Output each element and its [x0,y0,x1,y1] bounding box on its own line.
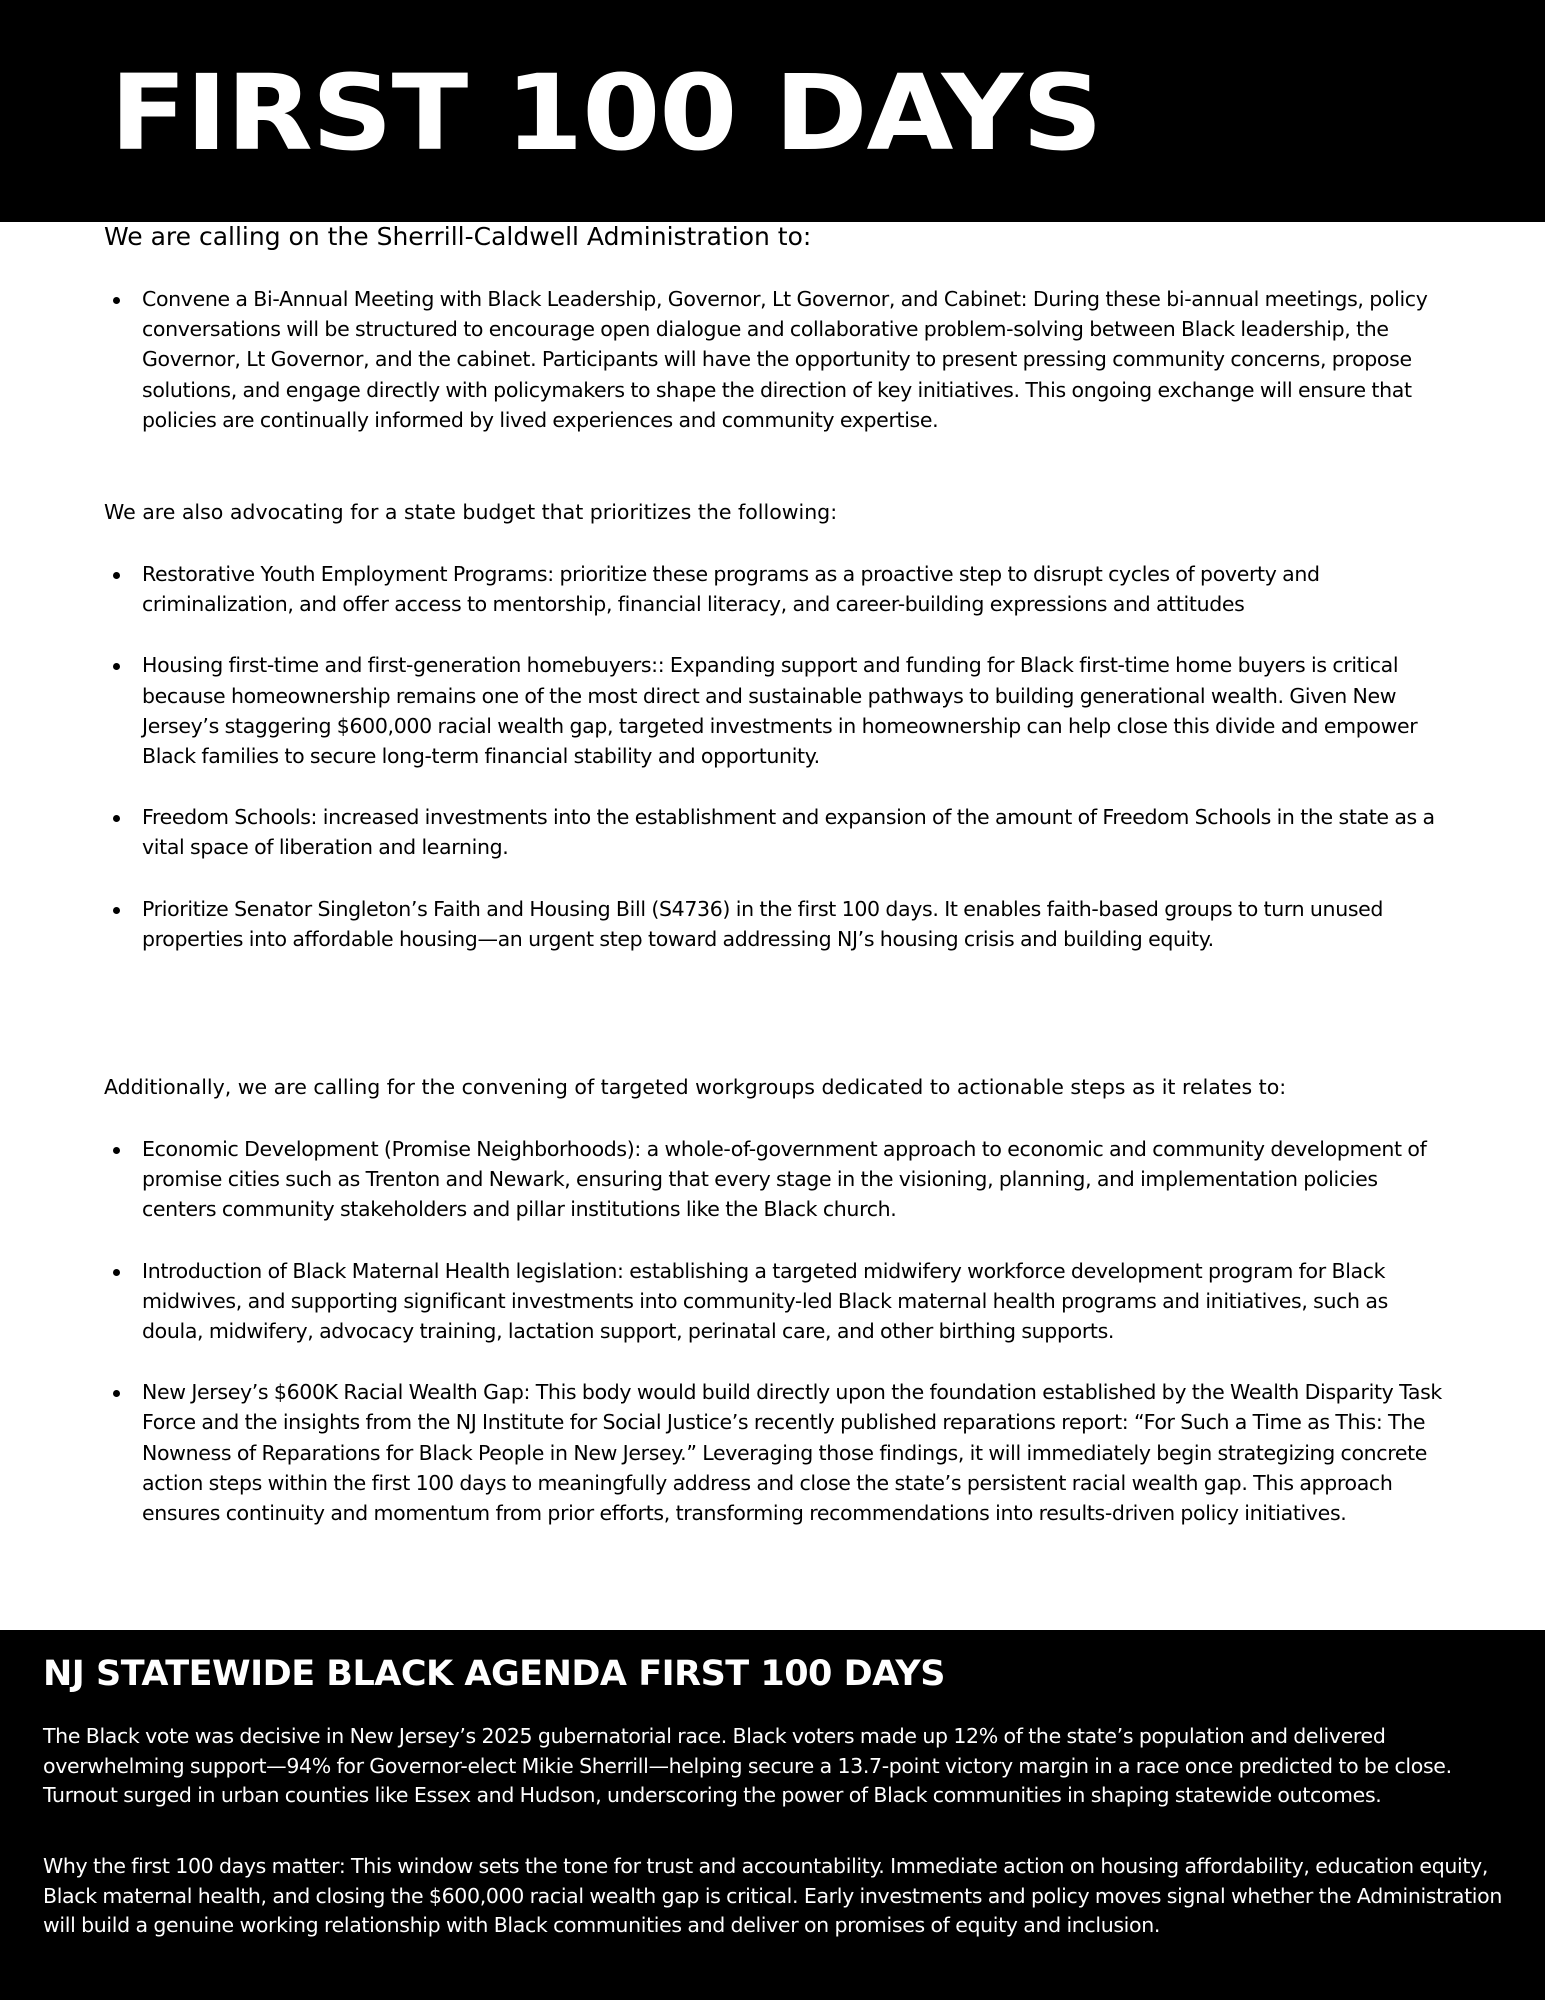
list-item-text: Housing first-time and first-generation homebuyers:: Expanding support and funding for Black first-time home buyers is critical because homeownership remains one of the most direct and sustainable pathways to building generational wealth. Given New Jersey’s staggering $600,000 racial wealth gap, targeted investments in homeownership can help close this divide and empower Black families to secure long-term financial stability and opportunity. [142,653,1418,769]
bullet-icon [113,907,120,914]
bullet-icon [113,297,120,304]
list-item [104,894,1444,954]
main-content [0,222,1545,1630]
list-item-text: New Jersey’s $600K Racial Wealth Gap: This body would build directly upon the foundation established by the Wealth Disparity Task Force and the insights from the NJ Institute for Social Justice’s recently published reparations report: “For Such a Time as This: The Nowness of Reparations for Black People in New Jersey.” Leveraging those findings, it will immediately begin strategizing concrete action steps within the first 100 days to meaningfully address and close the state’s persistent racial wealth gap. This approach ensures continuity and momentum from prior efforts, transforming recommendations into results-driven policy initiatives. [142,1380,1442,1526]
footer-paragraph: Why the first 100 days matter: This window sets the tone for trust and accountability. Immediate action on housing affordability, education equity, Black maternal health, and closing the $600,000 racial wealth gap is critical. Early investments and policy moves signal whether the Administration will build a genuine working relationship with Black communities and deliver on promises of equity and inclusion. [43,1854,1502,1937]
list-item-text: Prioritize Senator Singleton’s Faith and Housing Bill (S4736) in the first 100 days. It enables faith-based groups to turn unused properties into affordable housing—an urgent step toward addressing NJ’s housing crisis and building equity. [142,896,1384,951]
workgroups-lead: Additionally, we are calling for the convening of targeted workgroups dedicated to actionable steps as it relates to: [104,1075,1287,1099]
list-item [104,1134,1444,1225]
intro-heading: We are calling on the Sherrill-Caldwell Administration to: [104,222,812,251]
list-item [104,559,1444,619]
title-banner [0,0,1545,222]
page-title: FIRST 100 DAYS [110,52,1102,174]
bullet-icon [113,663,120,670]
workgroups-list [104,1134,1444,1528]
list-item [104,284,1444,435]
list-item-text: Convene a Bi-Annual Meeting with Black Leadership, Governor, Lt Governor, and Cabinet: During these bi-annual meetings, policy conversations will be structured to encourage open dialogue and collaborative problem-solving between Black leadership, the Governor, Lt Governor, and the cabinet. Participants will have the opportunity to present pressing community concerns, propose solutions, and engage directly with policymakers to shape the direction of key initiatives. This ongoing exchange will ensure that policies are continually informed by lived experiences and community expertise. [142,287,1428,432]
administration-requests-list [104,284,1444,435]
list-item-text: Economic Development (Promise Neighborhoods): a whole-of-government approach to economic and community development of promise cities such as Trenton and Newark, ensuring that every stage in the visioning, planning, and implementation policies centers community stakeholders and pillar institutions like the Black church. [142,1137,1427,1222]
bullet-icon [113,1269,120,1276]
list-item-text: Freedom Schools: increased investments into the establishment and expansion of the amount of Freedom Schools in the state as a vital space of liberation and learning. [142,805,1435,860]
bullet-icon [113,1390,120,1397]
list-item [104,650,1444,771]
budget-priorities-list [104,559,1444,954]
bullet-icon [113,815,120,822]
budget-lead: We are also advocating for a state budget that prioritizes the following: [104,500,838,524]
footer-title: NJ STATEWIDE BLACK AGENDA FIRST 100 DAYS [43,1654,945,1694]
list-item [104,1377,1444,1528]
list-item-text: Restorative Youth Employment Programs: prioritize these programs as a proactive step to disrupt cycles of poverty and criminalization, and offer access to mentorship, financial literacy, and career-building expressions and attitudes [142,562,1320,617]
list-item [104,1256,1444,1347]
bullet-icon [113,572,120,579]
footer-paragraph: The Black vote was decisive in New Jersey’s 2025 gubernatorial race. Black voters made up 12% of the state’s population and delivered overwhelming support—94% for Governor-elect Mikie Sherrill—helping secure a 13.7-point victory margin in a race once predicted to be close. Turnout surged in urban counties like Essex and Hudson, underscoring the power of Black communities in shaping statewide outcomes. [43,1724,1452,1807]
bullet-icon [113,1147,120,1154]
list-item-text: Introduction of Black Maternal Health legislation: establishing a targeted midwifery workforce development program for Black midwives, and supporting significant investments into community-led Black maternal health programs and initiatives, such as doula, midwifery, advocacy training, lactation support, perinatal care, and other birthing supports. [142,1258,1388,1344]
footer-banner [0,1630,1545,2000]
list-item [104,802,1444,862]
